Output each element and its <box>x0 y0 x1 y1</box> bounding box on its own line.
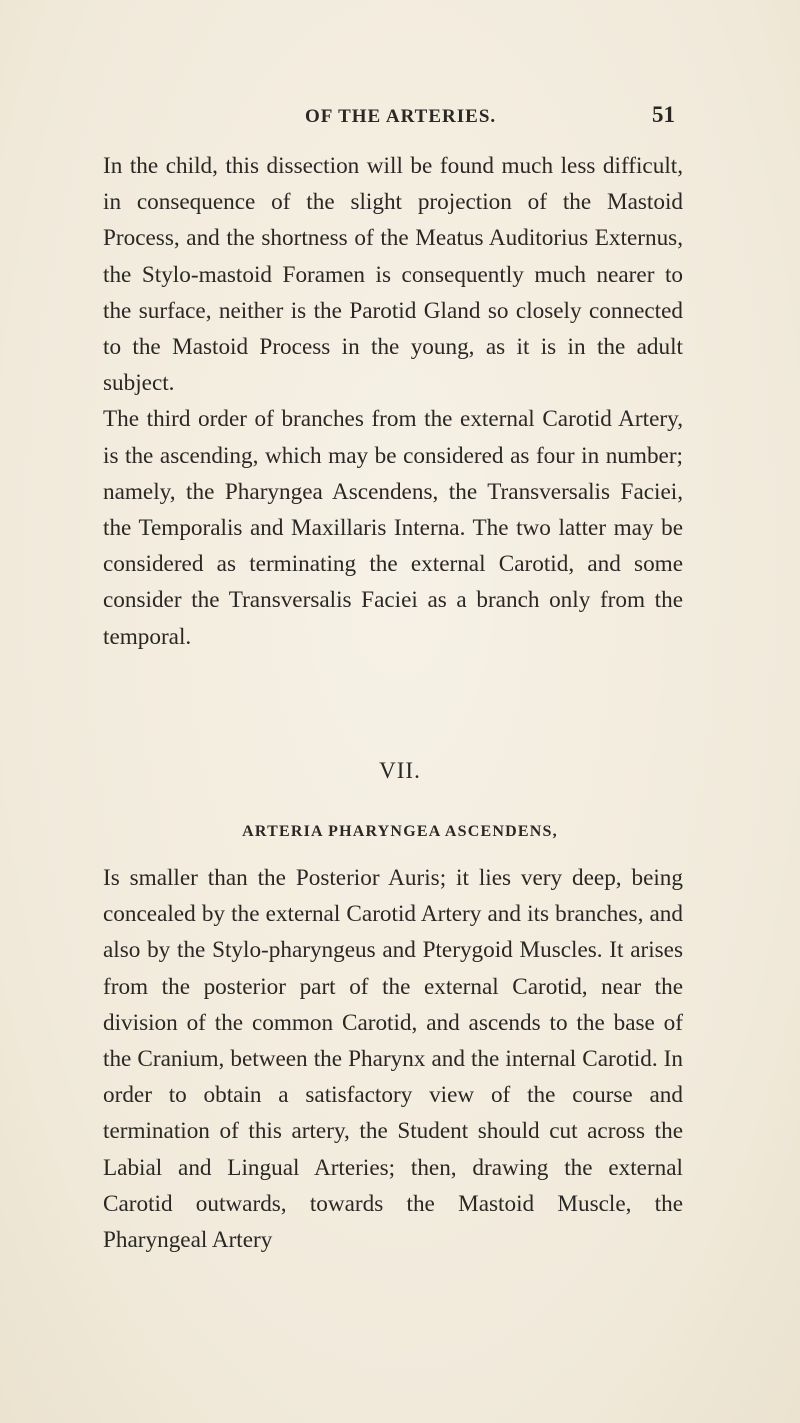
section-number: VII. <box>379 758 421 783</box>
paragraph-pharyngea-description: Is smaller than the Posterior Auris; it lies very deep, being concealed by the external Carotid Artery and its branches, and also by the Stylo-pharyngeus and Pterygoid Muscles. It arises from the posterior part of the external Carotid, near the division of the common Carotid, and ascends to the base of the Cranium, between the Pharynx and the internal Carotid. In order to obtain a satisfactory view of the course and termination of this artery, the Student should cut across the Labial and Lingual Arteries; then, drawing the external Carotid outwards, towards the Mastoid Muscle, the Pharyngeal Artery <box>103 865 683 1254</box>
paragraph-third-order-branches: The third order of branches from the external Carotid Artery, is the ascending, which may be considered as four in number; namely, the Pharyngea Ascendens, the Transversalis Faciei, the Temporalis and Maxillaris Interna. The two latter may be considered as terminating the external Carotid, and some consider the Transversalis Faciei as a branch only from the temporal. <box>103 406 683 650</box>
body-text-bottom <box>103 860 683 1258</box>
running-head <box>0 102 800 136</box>
paragraph-child-dissection: In the child, this dissection will be found much less difficult, in consequence of the slight projection of the Mastoid Process, and the shortness of the Meatus Auditorius Externus, the Stylo-mastoid Foramen is consequently much nearer to the surface, neither is the Parotid Gland so closely connected to the Mastoid Process in the young, as it is in the adult subject. <box>103 153 683 397</box>
section-heading: ARTERIA PHARYNGEA ASCENDENS, <box>242 823 558 840</box>
body-text-top <box>103 148 683 655</box>
running-title: OF THE ARTERIES. <box>305 106 497 127</box>
page-number: 51 <box>652 102 675 127</box>
